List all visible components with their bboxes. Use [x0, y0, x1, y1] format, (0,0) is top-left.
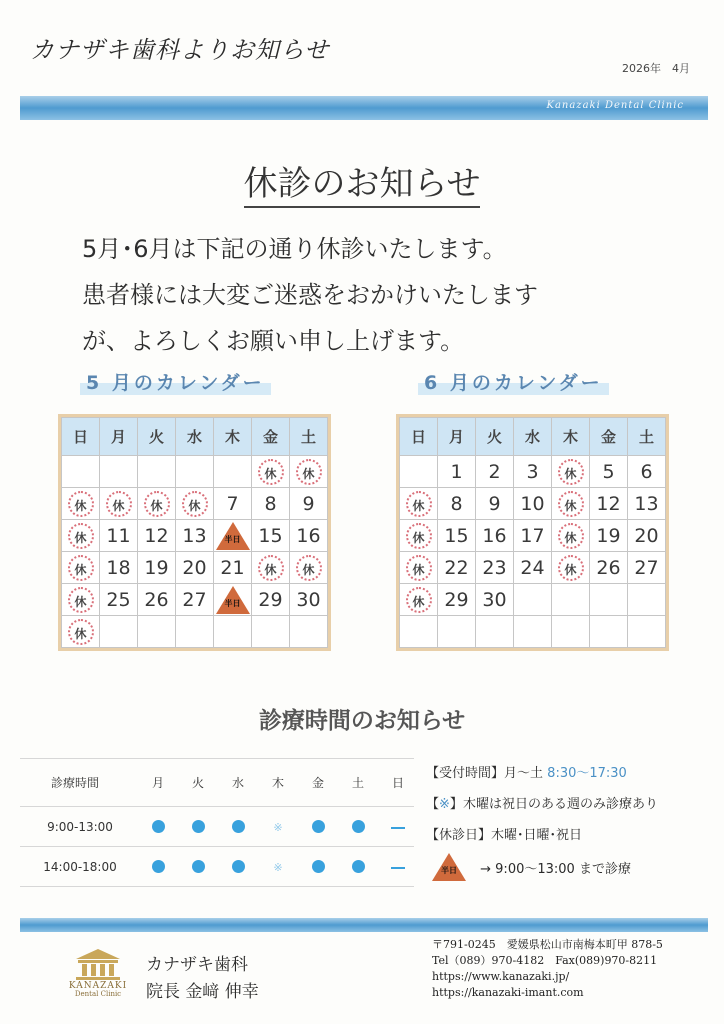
- hours-cell: [386, 860, 410, 874]
- half-day-icon-label: 半日: [441, 866, 457, 875]
- hours-cell: [226, 860, 250, 876]
- calendar-day: 2: [476, 456, 514, 488]
- hours-day-header: 日: [391, 776, 404, 790]
- closed-day-cell: [252, 456, 290, 488]
- hours-table: [20, 758, 414, 888]
- hours-time-label: 14:00-18:00: [43, 860, 117, 874]
- closed-day-icon: 休: [406, 587, 432, 613]
- calendar-day: 7: [214, 488, 252, 520]
- closed-day-icon: 休: [558, 491, 584, 517]
- calendar-day: 13: [176, 520, 214, 552]
- weekday-header: 日: [400, 418, 438, 456]
- calendar-empty-cell: [252, 616, 290, 648]
- calendar-empty-cell: [590, 616, 628, 648]
- calendar-day: 17: [514, 520, 552, 552]
- hours-cell: [226, 820, 250, 836]
- calendar-empty-cell: [100, 616, 138, 648]
- closed-day-icon: 休: [68, 523, 94, 549]
- calendar-day: 22: [438, 552, 476, 584]
- calendar-empty-cell: [590, 584, 628, 616]
- hours-cell: [306, 820, 330, 836]
- weekday-header: 水: [176, 418, 214, 456]
- hours-day-header: 水: [231, 776, 244, 790]
- reception-days: 月～土: [504, 766, 544, 781]
- calendar-empty-cell: [552, 616, 590, 648]
- calendar-day: 9: [290, 488, 328, 520]
- header-date: 2026年 4月: [622, 62, 690, 75]
- open-dot-icon: [232, 820, 245, 833]
- reception-time: 8:30～17:30: [547, 766, 627, 781]
- info-reception: [426, 762, 627, 781]
- closed-day-cell: [400, 552, 438, 584]
- calendar-day: 26: [590, 552, 628, 584]
- closed-day-cell: [62, 584, 100, 616]
- hours-day-header: 月: [151, 776, 164, 790]
- calendar-day: 16: [476, 520, 514, 552]
- closed-day-cell: [552, 552, 590, 584]
- header-band: [20, 96, 708, 120]
- header-title: カナザキ歯科よりお知らせ: [30, 36, 330, 64]
- closed-day-icon: 休: [68, 619, 94, 645]
- half-day-cell: [214, 584, 252, 616]
- calendar-day: 8: [252, 488, 290, 520]
- note-text: 木曜は祝日のある週のみ診療あり: [462, 797, 658, 812]
- logo-sub: Dental Clinic: [74, 990, 122, 998]
- calendar-day: 12: [590, 488, 628, 520]
- calendar-day: 5: [590, 456, 628, 488]
- hours-cell: [266, 860, 290, 874]
- notice-title-text: 休診のお知らせ: [244, 164, 481, 208]
- closed-day-cell: [62, 552, 100, 584]
- closed-day-icon: 休: [558, 555, 584, 581]
- calendar-day: 25: [100, 584, 138, 616]
- calendar-empty-cell: [214, 456, 252, 488]
- hours-time-label: 9:00-13:00: [47, 820, 113, 834]
- calendar-empty-cell: [628, 584, 666, 616]
- clinic-director: 院長 金﨑 伸幸: [146, 982, 259, 1002]
- closed-day-cell: [552, 488, 590, 520]
- open-dot-icon: [232, 860, 245, 873]
- calendar-day: 16: [290, 520, 328, 552]
- weekday-header: 水: [514, 418, 552, 456]
- may-calendar-title: 5 月のカレンダー: [80, 368, 271, 395]
- hours-cell: [186, 820, 210, 836]
- closed-day-icon: 休: [144, 491, 170, 517]
- calendar-day: 8: [438, 488, 476, 520]
- calendar-day: 19: [138, 552, 176, 584]
- calendar-day: 19: [590, 520, 628, 552]
- hours-title: 診療時間のお知らせ: [258, 708, 466, 734]
- website-link[interactable]: https://www.kanazaki.jp/: [432, 970, 570, 983]
- hours-day-header: 火: [191, 776, 204, 790]
- closed-day-cell: [552, 520, 590, 552]
- open-dot-icon: [152, 820, 165, 833]
- calendar-day: 3: [514, 456, 552, 488]
- hours-day-header: 金: [311, 776, 324, 790]
- notice-message: [82, 226, 538, 364]
- reception-label: 【受付時間】: [426, 766, 505, 781]
- closed-days: 木曜･日曜･祝日: [491, 828, 583, 843]
- closed-day-icon: 休: [68, 491, 94, 517]
- weekday-header: 金: [252, 418, 290, 456]
- info-note: [426, 793, 658, 812]
- clinic-address: [432, 937, 663, 1001]
- weekday-header: 日: [62, 418, 100, 456]
- calendar-empty-cell: [400, 616, 438, 648]
- closed-day-icon: 休: [406, 491, 432, 517]
- clinic-logo-text: [62, 982, 134, 998]
- closed-dash-icon: [391, 867, 405, 869]
- weekday-header: 木: [214, 418, 252, 456]
- calendar-day: 12: [138, 520, 176, 552]
- weekday-header: 月: [100, 418, 138, 456]
- june-calendar-title: 6 月のカレンダー: [418, 368, 609, 395]
- clinic-info: [146, 952, 259, 1006]
- calendar-day: 18: [100, 552, 138, 584]
- closed-day-icon: 休: [296, 555, 322, 581]
- open-dot-icon: [192, 860, 205, 873]
- hours-cell: [386, 820, 410, 834]
- weekday-header: 木: [552, 418, 590, 456]
- implant-website-link[interactable]: https://kanazaki-imant.com: [432, 986, 584, 999]
- calendar-day: 29: [252, 584, 290, 616]
- closed-day-cell: [62, 520, 100, 552]
- calendar-empty-cell: [514, 616, 552, 648]
- calendar-day: 9: [476, 488, 514, 520]
- closed-dash-icon: [391, 827, 405, 829]
- footer-band: [20, 918, 708, 932]
- weekday-header: 土: [290, 418, 328, 456]
- calendar-day: 13: [628, 488, 666, 520]
- calendar-day: 20: [176, 552, 214, 584]
- open-dot-icon: [352, 860, 365, 873]
- calendar-day: 26: [138, 584, 176, 616]
- closed-day-cell: [100, 488, 138, 520]
- weekday-header: 月: [438, 418, 476, 456]
- half-day-icon: [432, 853, 466, 881]
- calendar-day: 11: [100, 520, 138, 552]
- calendar-empty-cell: [438, 616, 476, 648]
- weekday-header: 金: [590, 418, 628, 456]
- calendar-day: 29: [438, 584, 476, 616]
- calendar-empty-cell: [100, 456, 138, 488]
- postal-address: 〒791-0245 愛媛県松山市南梅本町甲 878-5: [432, 938, 663, 951]
- calendar-day: 27: [176, 584, 214, 616]
- header-band-text: Kanazaki Dental Clinic: [546, 100, 684, 111]
- clinic-name: カナザキ歯科: [146, 955, 248, 975]
- notice-line: 患者様には大変ご迷惑をおかけいたします: [82, 281, 538, 309]
- closed-day-cell: [552, 456, 590, 488]
- calendar-day: 10: [514, 488, 552, 520]
- closed-day-cell: [252, 552, 290, 584]
- calendar-empty-cell: [552, 584, 590, 616]
- conditional-star-icon: ※: [273, 861, 283, 874]
- closed-day-icon: 休: [106, 491, 132, 517]
- calendar-day: 30: [290, 584, 328, 616]
- half-day-icon: [216, 586, 250, 614]
- calendar-day: 23: [476, 552, 514, 584]
- open-dot-icon: [352, 820, 365, 833]
- hours-cell: [146, 820, 170, 836]
- tel-fax: Tel（089）970-4182 Fax(089)970-8211: [432, 954, 658, 967]
- closed-day-cell: [138, 488, 176, 520]
- closed-day-cell: [400, 584, 438, 616]
- notice-title: [0, 156, 724, 205]
- weekday-header: 土: [628, 418, 666, 456]
- hours-cell: [346, 820, 370, 836]
- hours-cell: [346, 860, 370, 876]
- calendar-day: 15: [438, 520, 476, 552]
- notice-line: が、よろしくお願い申し上げます。: [82, 327, 465, 355]
- logo-main: KANAZAKI: [68, 981, 128, 991]
- weekday-header: 火: [476, 418, 514, 456]
- closed-day-cell: [400, 520, 438, 552]
- calendar-day: 24: [514, 552, 552, 584]
- half-day-cell: [214, 520, 252, 552]
- hours-cell: [266, 820, 290, 834]
- closed-day-cell: [62, 488, 100, 520]
- closed-day-icon: 休: [68, 555, 94, 581]
- hours-cell: [186, 860, 210, 876]
- info-half-day: [426, 853, 631, 885]
- closed-day-cell: [176, 488, 214, 520]
- closed-day-cell: [62, 616, 100, 648]
- closed-label: 【休診日】: [426, 828, 492, 843]
- calendar-empty-cell: [290, 616, 328, 648]
- open-dot-icon: [152, 860, 165, 873]
- closed-day-icon: 休: [182, 491, 208, 517]
- calendar-empty-cell: [400, 456, 438, 488]
- half-day-label: 半日: [224, 598, 241, 608]
- notice-line: 5月･6月は下記の通り休診いたします。: [82, 235, 507, 263]
- clinic-logo-icon: [72, 946, 124, 982]
- calendar-empty-cell: [628, 616, 666, 648]
- open-dot-icon: [192, 820, 205, 833]
- calendar-empty-cell: [138, 616, 176, 648]
- calendar-empty-cell: [214, 616, 252, 648]
- hours-cell: [146, 860, 170, 876]
- closed-day-icon: 休: [406, 555, 432, 581]
- note-star-icon: ※: [439, 797, 450, 812]
- calendar-empty-cell: [514, 584, 552, 616]
- hours-day-header: 木: [271, 776, 284, 790]
- closed-day-icon: 休: [406, 523, 432, 549]
- half-day-text: → 9:00～13:00 まで診療: [480, 861, 631, 877]
- weekday-header: 火: [138, 418, 176, 456]
- note-prefix: 【: [426, 797, 440, 812]
- closed-day-icon: 休: [296, 459, 322, 485]
- closed-day-cell: [400, 488, 438, 520]
- closed-day-icon: 休: [68, 587, 94, 613]
- hours-header-label: 診療時間: [50, 776, 99, 790]
- calendar-empty-cell: [176, 456, 214, 488]
- calendar-day: 21: [214, 552, 252, 584]
- june-calendar: [396, 414, 669, 651]
- calendar-day: 27: [628, 552, 666, 584]
- calendar-day: 6: [628, 456, 666, 488]
- hours-cell: [306, 860, 330, 876]
- calendar-day: 30: [476, 584, 514, 616]
- conditional-star-icon: ※: [273, 821, 283, 834]
- hours-day-header: 土: [351, 776, 364, 790]
- calendar-empty-cell: [138, 456, 176, 488]
- closed-day-icon: 休: [558, 523, 584, 549]
- closed-day-icon: 休: [258, 555, 284, 581]
- calendar-day: 15: [252, 520, 290, 552]
- closed-day-icon: 休: [258, 459, 284, 485]
- calendar-empty-cell: [476, 616, 514, 648]
- half-day-label: 半日: [224, 534, 241, 544]
- may-calendar: [58, 414, 331, 651]
- open-dot-icon: [312, 860, 325, 873]
- calendar-empty-cell: [62, 456, 100, 488]
- closed-day-icon: 休: [558, 459, 584, 485]
- open-dot-icon: [312, 820, 325, 833]
- calendar-day: 20: [628, 520, 666, 552]
- calendar-day: 1: [438, 456, 476, 488]
- closed-day-cell: [290, 456, 328, 488]
- calendar-empty-cell: [176, 616, 214, 648]
- info-closed: [426, 824, 582, 843]
- closed-day-cell: [290, 552, 328, 584]
- note-suffix: 】: [449, 797, 463, 812]
- half-day-icon: [216, 522, 250, 550]
